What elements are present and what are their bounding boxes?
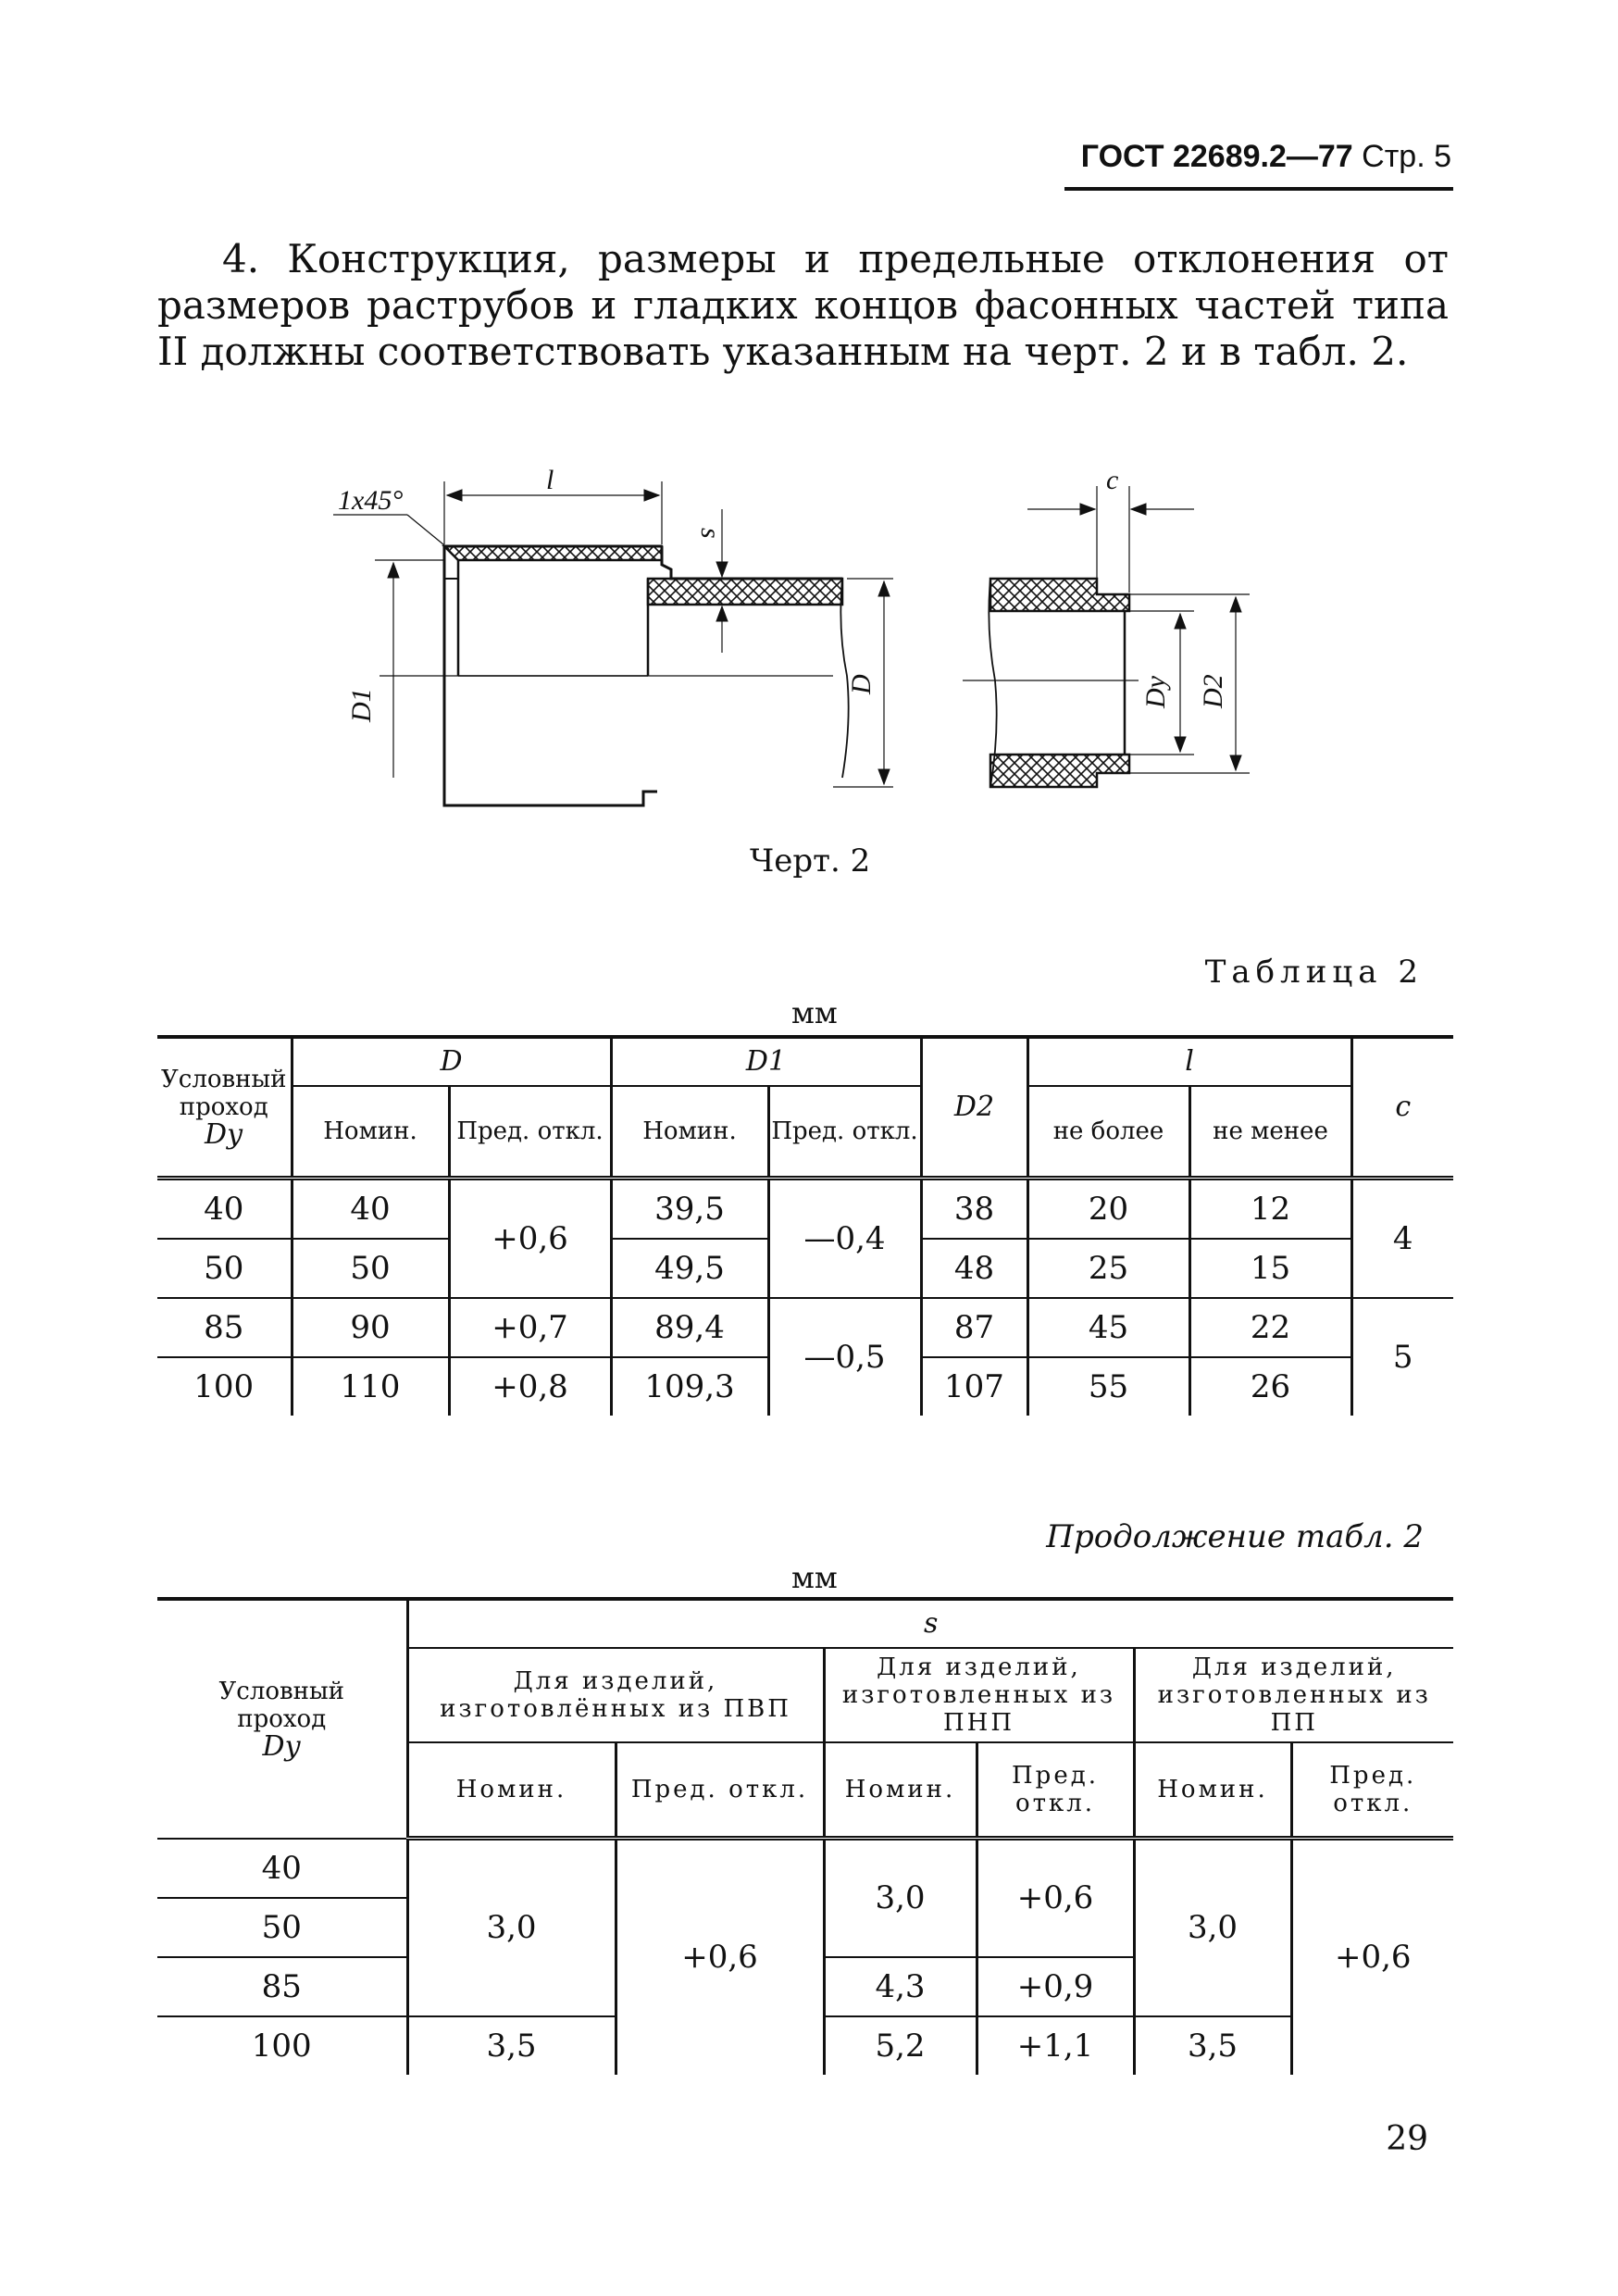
pp-nom-40-85: 3,0 [1134,1839,1291,2016]
pvp-nomin-header: Номин. [407,1742,616,1839]
table2-cont-title: Продолжение табл. 2 [1046,1518,1424,1555]
drawing-caption: Черт. 2 [750,842,871,880]
plain-end-top-hatch [990,579,1129,611]
D-otkl-40-50: +0,6 [449,1179,611,1299]
header-rule [1064,187,1453,191]
socket-view [333,481,893,805]
table-row: 50 50 49,5 48 25 15 [157,1239,1453,1298]
pnp-otkl-85: +0,9 [977,1957,1134,2016]
pnp-nomin-header: Номин. [824,1742,977,1839]
D-group-header: D [292,1037,611,1086]
table2-cont-unit: мм [791,1560,838,1595]
c-85-100: 5 [1351,1298,1453,1416]
body-paragraph [157,236,1449,375]
D-otkl-85: +0,7 [449,1298,611,1357]
D1-label: D1 [346,688,377,722]
pp-otkl-header: Пред. откл. [1291,1742,1453,1839]
l-label: l [546,465,554,495]
pnp-header: Для изделий, изготовленных из ПНП [824,1648,1134,1742]
table-row: 50 [157,1898,1453,1957]
standard-number: ГОСТ 22689.2—77 [1080,139,1353,174]
table-row: 100 110 +0,8 109,3 107 55 26 [157,1357,1453,1416]
paragraph-text: 4. Конструкция, размеры и предельные отклонения от размеров раструбов и гладких концов фасонных частей типа II должны соответствовать указанным на черт. 2 и в табл. 2. [157,236,1449,374]
l-group-header: l [1027,1037,1351,1086]
Dy-label: Dy [1140,676,1171,708]
D1-otkl-header: Пред. откл. [768,1086,921,1179]
dy-header: Условный проход Dу [157,1599,407,1839]
pipe-wall-hatch [648,579,842,605]
l-min-header: не менее [1189,1086,1351,1179]
table-row: 40 3,0 +0,6 3,0 +0,6 3,0 +0,6 [157,1839,1453,1898]
s-header: s [407,1599,1453,1648]
socket-wall-hatch [444,546,662,560]
pnp-otkl-40-50: +0,6 [977,1839,1134,1957]
D-otkl-header: Пред. откл. [449,1086,611,1179]
D1-otkl-40-50: —0,4 [768,1179,921,1299]
page-header [1081,139,1451,175]
plain-end-bottom-hatch [990,755,1129,787]
l-max-header: не более [1027,1086,1189,1179]
pp-otkl: +0,6 [1291,1839,1453,2075]
pnp-nom-100: 5,2 [824,2016,977,2075]
chamfer-label: 1x45° [338,485,404,516]
pvp-header: Для изделий, изготовлённых из ПВП [407,1648,824,1742]
pvp-otkl-header: Пред. откл. [616,1742,824,1839]
table-row: 85 4,3 +0,9 [157,1957,1453,2016]
pp-header: Для изделий, изготовленных из ПП [1134,1648,1453,1742]
dy-header: Условный проход Dу [157,1037,292,1179]
table2 [157,1035,1453,1416]
table2-title: Таблица 2 [1204,954,1424,991]
table-row: 100 3,5 5,2 +1,1 3,5 [157,2016,1453,2075]
pnp-nom-85: 4,3 [824,1957,977,2016]
pvp-otkl: +0,6 [616,1839,824,2075]
D1-group-header: D1 [611,1037,921,1086]
table-row: 40 40 +0,6 39,5 —0,4 38 20 12 4 [157,1179,1453,1240]
plain-end-view [963,486,1250,787]
page-label: Стр. 5 [1362,139,1451,174]
pnp-otkl-header: Пред. откл. [977,1742,1134,1839]
table-row: 85 90 +0,7 89,4 —0,5 87 45 22 5 [157,1298,1453,1357]
D2-header: D2 [921,1037,1027,1179]
s-label: s [695,528,726,539]
pnp-otkl-100: +1,1 [977,2016,1134,2075]
c-40-50: 4 [1351,1179,1453,1299]
D2-label: D2 [1198,674,1228,708]
table2-unit: мм [791,995,838,1030]
pvp-nom-40-85: 3,0 [407,1839,616,2016]
D1-otkl-85-100: —0,5 [768,1298,921,1416]
table2-continuation [157,1597,1453,2075]
D-label: D [846,674,877,694]
pvp-nom-100: 3,5 [407,2016,616,2075]
pnp-nom-40-50: 3,0 [824,1839,977,1957]
page-number: 29 [1386,2120,1428,2158]
D-nomin-header: Номин. [292,1086,449,1179]
pp-nomin-header: Номин. [1134,1742,1291,1839]
pp-nom-100: 3,5 [1134,2016,1291,2075]
technical-drawing [315,463,1287,833]
D-otkl-100: +0,8 [449,1357,611,1416]
c-label: c [1106,465,1119,495]
c-header: c [1351,1037,1453,1179]
D1-nomin-header: Номин. [611,1086,768,1179]
